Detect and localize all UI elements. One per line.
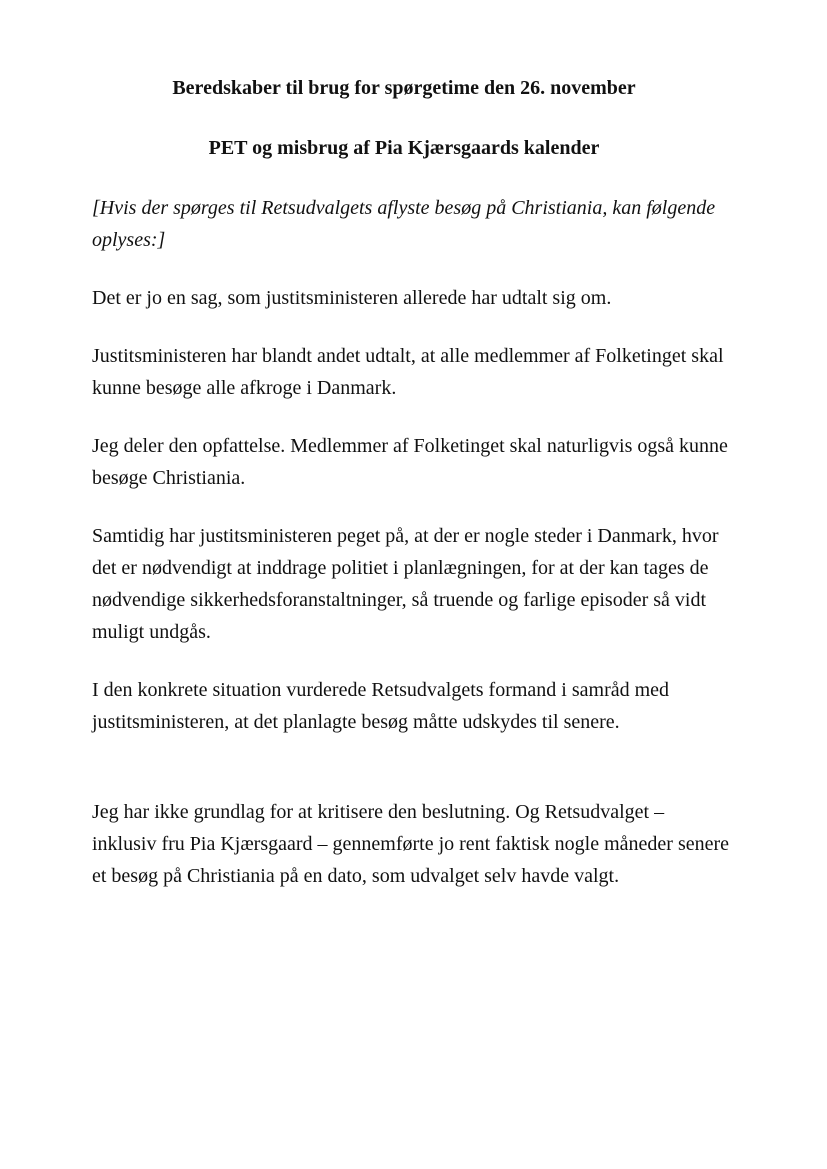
paragraph-5: I den konkrete situation vurderede Retsudvalgets formand i samråd med justitsministeren, at det planlagte besøg måtte udskydes til senere. (92, 679, 670, 733)
document-title: Beredskaber til brug for spørgetime den 26. november (172, 77, 636, 99)
paragraph-1: Det er jo en sag, som justitsministeren allerede har udtalt sig om. (92, 287, 612, 309)
paragraph-6: Jeg har ikke grundlag for at kritisere den beslutning. Og Retsudvalget – inklusiv fru Pia Kjærsgaard – gennemførte jo rent faktisk nogle måneder senere et besøg på Christiania på en dato, som udvalget selv havde valgt. (92, 801, 730, 887)
paragraph-4: Samtidig har justitsministeren peget på, at der er nogle steder i Danmark, hvor det er nødvendigt at inddrage politiet i planlægningen, for at der kan tages de nødvendige sikkerhedsforanstaltninger, så truende og farlige episoder så vidt muligt undgås. (92, 525, 719, 643)
paragraph-3: Jeg deler den opfattelse. Medlemmer af Folketinget skal naturligvis også kunne besøge Christiania. (92, 435, 728, 489)
intro-note: [Hvis der spørges til Retsudvalgets aflyste besøg på Christiania, kan følgende oplyses:] (92, 197, 716, 251)
document-subtitle: PET og misbrug af Pia Kjærsgaards kalender (208, 137, 600, 159)
paragraph-2: Justitsministeren har blandt andet udtalt, at alle medlemmer af Folketinget skal kunne besøge alle afkroge i Danmark. (92, 345, 724, 399)
